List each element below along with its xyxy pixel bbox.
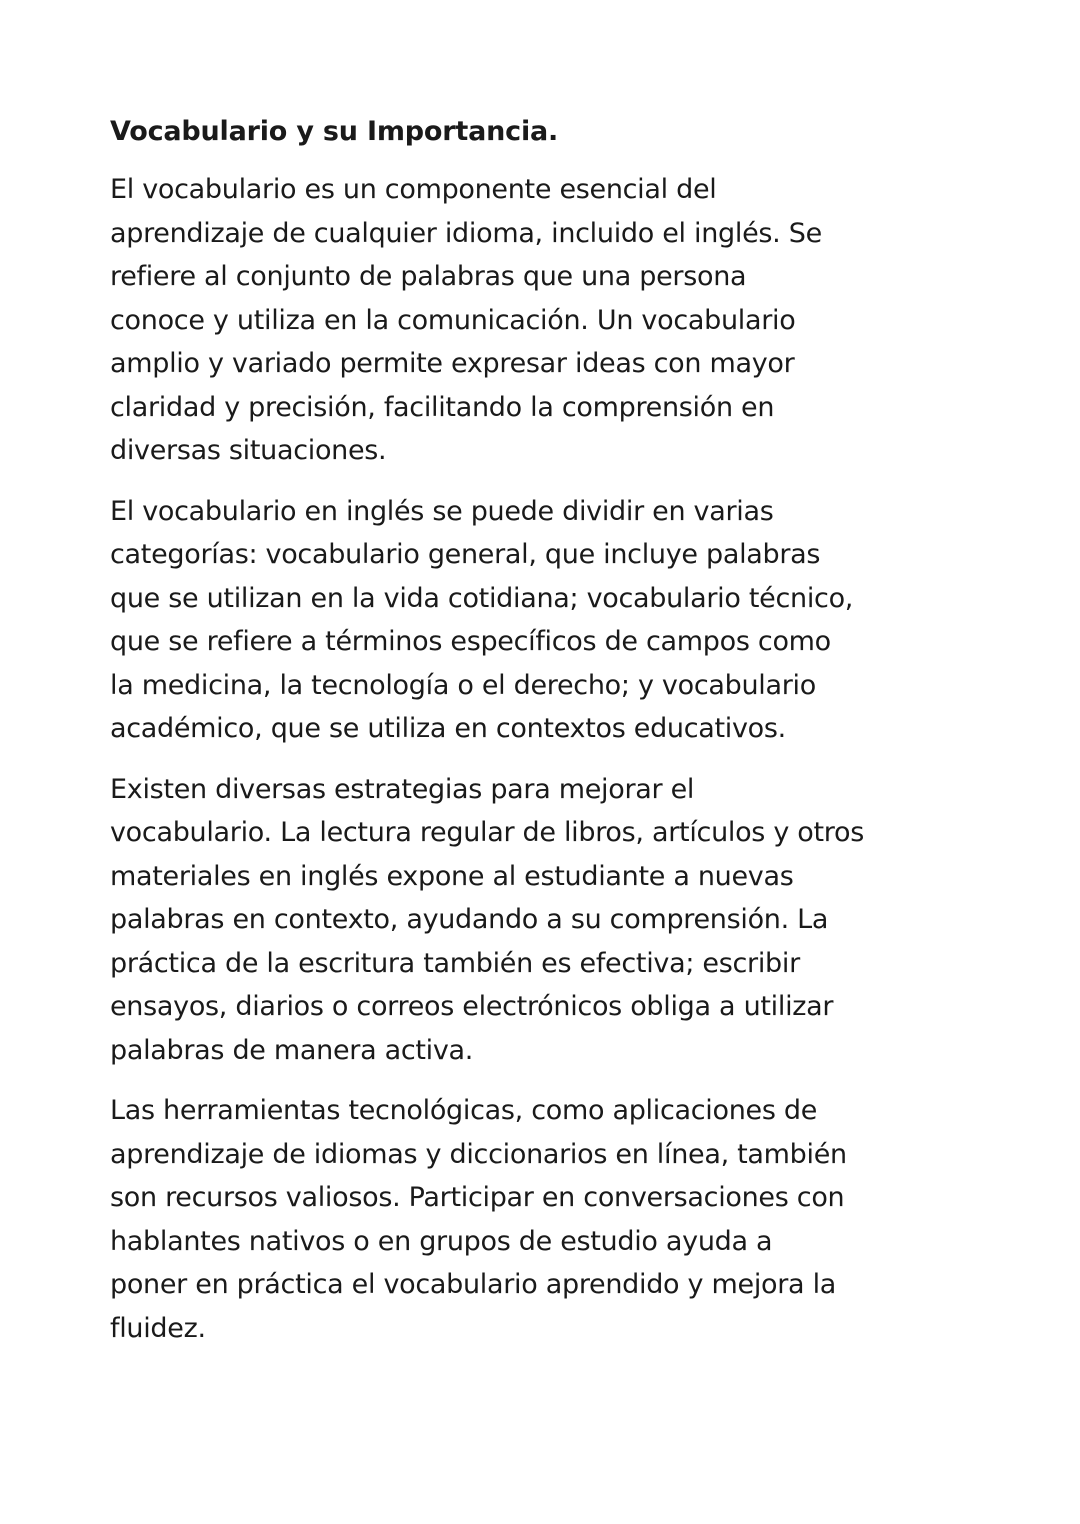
paragraph-line: fluidez. [110, 1312, 206, 1344]
paragraph-line: palabras de manera activa. [110, 1034, 474, 1066]
paragraph-1 [110, 168, 960, 473]
paragraph-line: El vocabulario en inglés se puede dividir en varias [110, 495, 774, 527]
paragraph-line: la medicina, la tecnología o el derecho; y vocabulario [110, 669, 816, 701]
paragraph-line: Las herramientas tecnológicas, como aplicaciones de [110, 1095, 818, 1126]
paragraph-2 [110, 490, 960, 751]
paragraph-3 [110, 768, 960, 1073]
paragraph-line: ensayos, diarios o correos electrónicos obliga a utilizar [110, 991, 834, 1022]
paragraph-line: aprendizaje de idiomas y diccionarios en línea, también [110, 1138, 847, 1170]
paragraph-line: académico, que se utiliza en contextos educativos. [110, 713, 786, 744]
paragraph-line: aprendizaje de cualquier idioma, incluido el inglés. Se [110, 217, 822, 249]
paragraph-line: que se refiere a términos específicos de campos como [110, 626, 831, 657]
paragraph-4 [110, 1089, 960, 1350]
paragraph-line: refiere al conjunto de palabras que una persona [110, 261, 747, 292]
paragraph-line: materiales en inglés expone al estudiante a nuevas [110, 860, 794, 892]
paragraph-line: El vocabulario es un componente esencial del [110, 174, 717, 205]
paragraph-line: Existen diversas estrategias para mejorar el [110, 773, 695, 805]
paragraph-line: vocabulario. La lectura regular de libros, artículos y otros [110, 817, 865, 848]
paragraph-line: que se utilizan en la vida cotidiana; vocabulario técnico, [110, 582, 854, 614]
paragraph-line: claridad y precisión, facilitando la comprensión en [110, 391, 775, 423]
page-title: Vocabulario y su Importancia. [110, 116, 559, 147]
paragraph-line: palabras en contexto, ayudando a su comprensión. La [110, 904, 829, 935]
paragraph-line: conoce y utiliza en la comunicación. Un vocabulario [110, 304, 796, 336]
paragraph-line: práctica de la escritura también es efectiva; escribir [110, 947, 800, 979]
paragraph-line: diversas situaciones. [110, 435, 387, 466]
paragraph-line: categorías: vocabulario general, que incluye palabras [110, 539, 821, 570]
document-page [110, 108, 960, 1367]
paragraph-line: son recursos valiosos. Participar en conversaciones con [110, 1182, 845, 1213]
paragraph-line: poner en práctica el vocabulario aprendido y mejora la [110, 1269, 837, 1300]
paragraph-line: hablantes nativos o en grupos de estudio ayuda a [110, 1225, 773, 1257]
paragraph-line: amplio y variado permite expresar ideas con mayor [110, 348, 795, 379]
